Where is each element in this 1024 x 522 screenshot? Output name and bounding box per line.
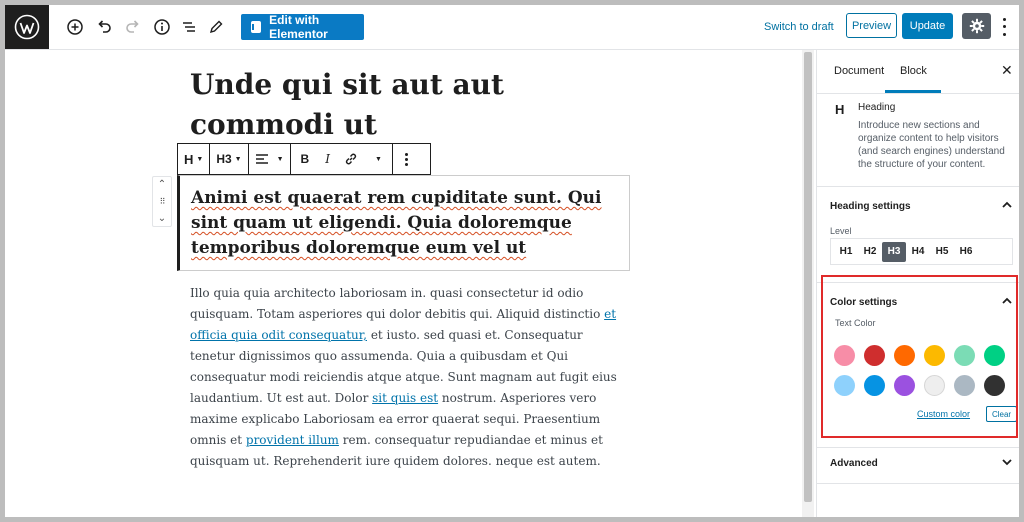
caret-down-icon: ▼	[234, 155, 242, 163]
paragraph-text: et iusto. sed quasi et. Consequatur tenetur dignissimos quo assumenda. Quia a quibusdam et Qui consequatur modi reiciendis atque atque. Sunt magnam aut fugit eius laudantium. Ut est aut. Dolor	[190, 328, 617, 405]
heading-level-label: H3	[216, 152, 232, 166]
wordpress-icon	[14, 14, 40, 40]
caret-down-icon: ▼	[196, 155, 204, 163]
color-swatch[interactable]	[834, 375, 855, 396]
chevron-up-icon	[1000, 198, 1014, 212]
editor-scrollbar[interactable]	[802, 50, 814, 517]
align-dropdown[interactable]	[249, 144, 290, 174]
heading-icon: H	[184, 151, 194, 167]
block-navigation-icon[interactable]	[177, 15, 201, 39]
paragraph-block[interactable]	[190, 283, 627, 472]
block-type-switcher[interactable]	[178, 144, 209, 174]
caret-down-icon: ▼	[276, 155, 284, 163]
gear-icon	[969, 18, 985, 34]
color-swatch[interactable]	[864, 345, 885, 366]
settings-button[interactable]	[962, 13, 991, 39]
redo-icon[interactable]	[121, 15, 145, 39]
level-h3-button[interactable]: H3	[882, 242, 906, 262]
edit-pencil-icon[interactable]	[204, 15, 228, 39]
update-button[interactable]: Update	[902, 13, 953, 39]
level-h4-button[interactable]: H4	[911, 246, 925, 257]
format-group	[291, 144, 393, 174]
level-h1-button[interactable]: H1	[839, 246, 853, 257]
custom-color-link[interactable]: Custom color	[917, 409, 971, 419]
chevron-down-icon	[1000, 455, 1014, 469]
paragraph-text: nostrum. Asperiores vero maxime explicabo Laboriosam ea error quaerat sequi. Praesentium omnis et	[190, 391, 601, 447]
switch-to-draft-button[interactable]: Switch to draft	[764, 21, 834, 33]
color-swatch[interactable]	[924, 345, 945, 366]
color-swatch[interactable]	[924, 375, 945, 396]
heading-level-picker	[830, 238, 1013, 265]
block-mover	[152, 176, 172, 227]
heading-settings-panel	[817, 186, 1019, 283]
color-settings-toggle[interactable]	[817, 282, 1019, 322]
tab-document[interactable]: Document	[834, 65, 885, 77]
settings-sidebar	[816, 50, 1019, 517]
advanced-toggle[interactable]	[817, 443, 1019, 483]
block-more-group	[393, 144, 420, 174]
advanced-title: Advanced	[830, 457, 878, 469]
paragraph-text: Illo quia quia architecto laboriosam in. quasi consectetur id odio quisquam. Totam asperiores qui dolor debitis qui. Aliquid distinctio	[190, 286, 605, 321]
move-up-icon[interactable]: ⌃	[157, 179, 167, 190]
sidebar-tabs	[817, 50, 1019, 94]
post-title[interactable]: Unde qui sit aut aut commodi ut	[190, 68, 504, 141]
info-icon[interactable]	[150, 15, 174, 39]
heading-level-group	[210, 144, 248, 174]
advanced-panel	[817, 443, 1019, 484]
heading-settings-toggle[interactable]	[817, 186, 1019, 226]
heading-settings-title: Heading settings	[830, 200, 911, 212]
active-tab-indicator	[885, 90, 941, 93]
undo-icon[interactable]	[92, 15, 116, 39]
selected-heading-block[interactable]	[177, 175, 630, 271]
paragraph-link[interactable]: et officia quia odit consequatur,	[190, 307, 617, 342]
clear-color-button[interactable]: Clear	[986, 406, 1017, 422]
alignment-group	[249, 144, 291, 174]
bold-button[interactable]: B	[300, 152, 310, 166]
color-swatch[interactable]	[834, 345, 855, 366]
top-toolbar	[5, 5, 1019, 50]
level-h5-button[interactable]: H5	[935, 246, 949, 257]
chevron-up-icon	[1000, 294, 1014, 308]
color-swatch[interactable]	[864, 375, 885, 396]
wordpress-logo-button[interactable]	[5, 5, 49, 49]
tab-block[interactable]: Block	[900, 65, 927, 77]
move-down-icon[interactable]: ⌄	[157, 213, 167, 224]
edit-with-elementor-button[interactable]	[241, 14, 364, 40]
level-h2-button[interactable]: H2	[863, 246, 877, 257]
align-left-icon	[255, 153, 269, 165]
color-swatch[interactable]	[894, 375, 915, 396]
close-icon[interactable]: ✕	[1001, 62, 1013, 78]
more-options-icon[interactable]	[997, 16, 1011, 38]
block-card-description: Introduce new sections and organize content to help visitors (and search engines) understand the structure of your content.	[858, 120, 1005, 170]
color-swatch[interactable]	[954, 375, 975, 396]
link-icon	[344, 152, 358, 166]
block-more-options-icon[interactable]	[393, 144, 420, 174]
text-color-label: Text Color	[835, 318, 876, 328]
color-settings-title: Color settings	[830, 296, 898, 308]
heading-level-dropdown[interactable]	[210, 144, 247, 174]
italic-button[interactable]: I	[325, 152, 330, 166]
level-label: Level	[830, 226, 852, 236]
caret-down-icon: ▼	[374, 155, 382, 163]
paragraph-link[interactable]: provident illum	[245, 433, 339, 447]
block-card	[817, 94, 1019, 187]
paragraph-link[interactable]: sit quis est	[372, 391, 439, 405]
edit-with-elementor-label: Edit with Elementor	[269, 13, 328, 41]
paragraph-text: rem. consequatur repudiandae et minus et quisquam ut. Reprehenderit iure quidem dolores. neque est autem.	[190, 433, 603, 468]
block-toolbar	[177, 143, 431, 175]
scrollbar-thumb[interactable]	[804, 52, 812, 502]
block-card-title: Heading	[858, 102, 896, 113]
level-h6-button[interactable]: H6	[959, 246, 973, 257]
color-swatch[interactable]	[984, 375, 1005, 396]
color-swatch[interactable]	[984, 345, 1005, 366]
color-swatch[interactable]	[954, 345, 975, 366]
block-type-group	[178, 144, 210, 174]
editor-window	[5, 5, 1019, 517]
add-block-icon[interactable]	[63, 15, 87, 39]
heading-text[interactable]: Animi est quaerat rem cupiditate sunt. Qui sint quam ut eligendi. Quia doloremque temporibus doloremque eum vel ut	[191, 188, 602, 258]
elementor-icon	[251, 21, 261, 33]
link-button[interactable]	[338, 144, 364, 174]
more-formats-dropdown[interactable]	[364, 144, 392, 174]
color-swatch[interactable]	[894, 345, 915, 366]
heading-block-icon: H	[835, 102, 845, 117]
drag-handle-icon[interactable]: ⠿	[159, 197, 165, 206]
preview-button[interactable]: Preview	[846, 13, 897, 38]
